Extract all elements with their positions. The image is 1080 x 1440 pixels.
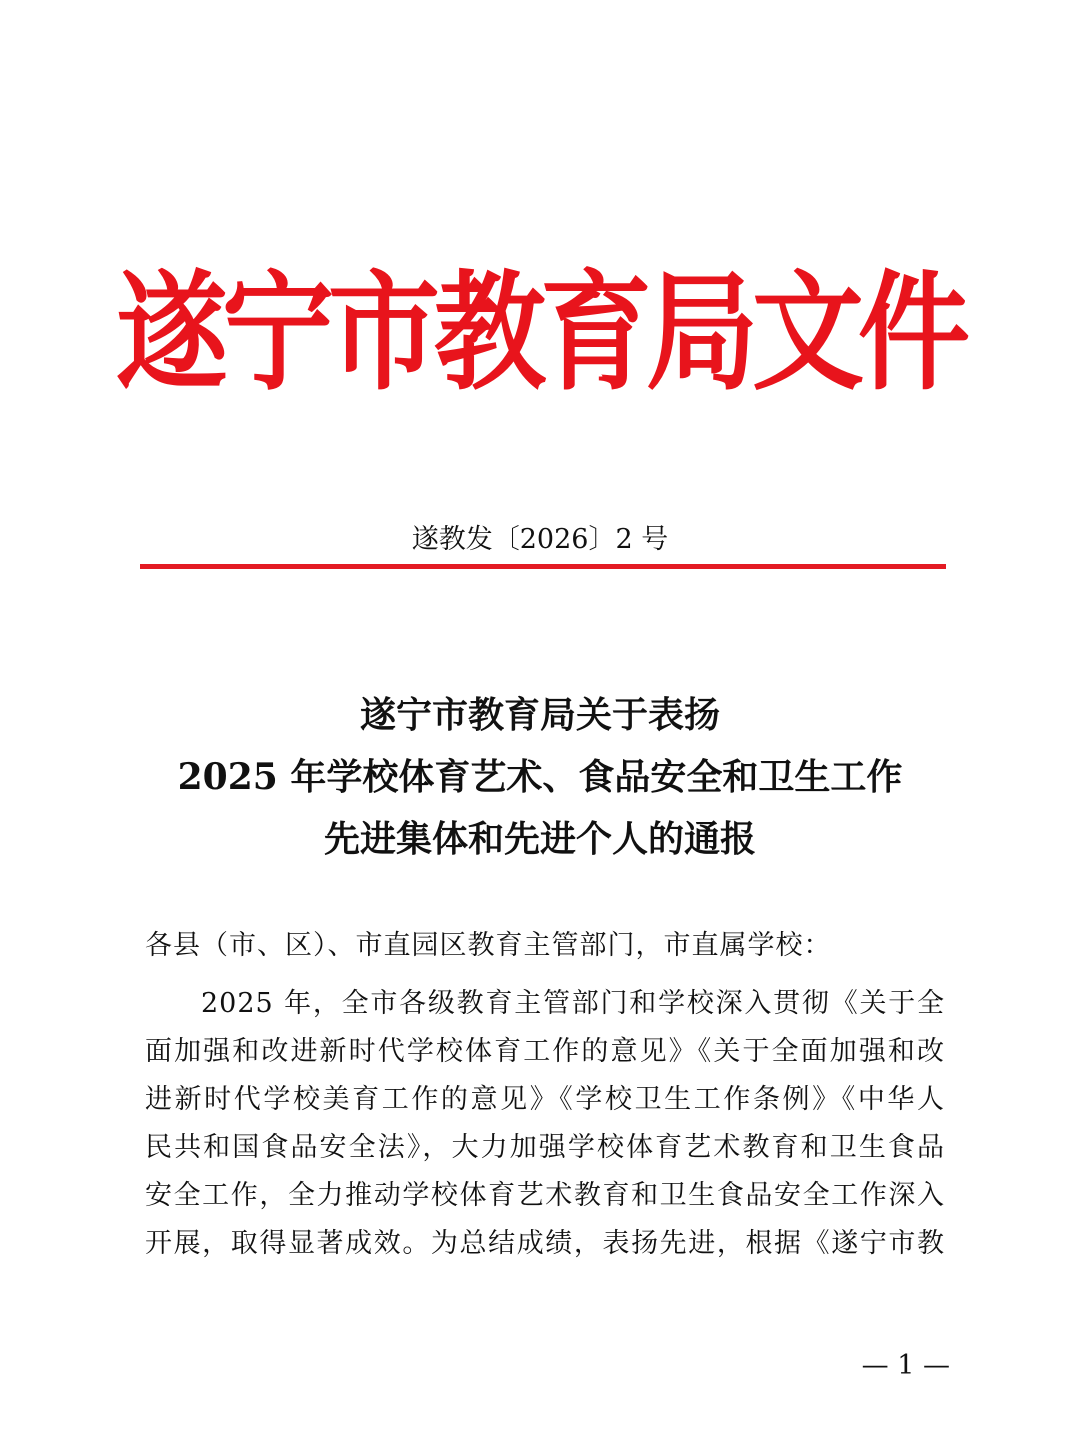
title-line: 遂宁市教育局关于表扬 [359, 694, 720, 736]
body-line: 安全工作，全力推动学校体育艺术教育和卫生食品安全工作深入 [145, 1180, 945, 1211]
salutation: 各县（市、区）、市直园区教育主管部门，市直属学校： [145, 930, 832, 961]
page-number: — 1 — [861, 1350, 950, 1381]
body-line: 民共和国食品安全法》，大力加强学校体育艺术教育和卫生食品 [145, 1132, 945, 1163]
body-line: 进新时代学校美育工作的意见》《学校卫生工作条例》《中华人 [145, 1084, 945, 1115]
document-number: 遂教发〔2026〕2 号 [411, 524, 669, 555]
issuer-heading: 遂宁市教育局文件 [116, 258, 964, 408]
body-line: 面加强和改进新时代学校体育工作的意见》《关于全面加强和改 [145, 1036, 945, 1067]
body-text [145, 980, 945, 1268]
document-title [0, 684, 1080, 870]
body-line: 2025 年，全市各级教育主管部门和学校深入贯彻《关于全 [201, 988, 945, 1019]
title-line: 2025 年学校体育艺术、食品安全和卫生工作 [177, 756, 903, 798]
red-divider-rule [140, 564, 946, 569]
title-line: 先进集体和先进个人的通报 [323, 818, 756, 860]
body-line: 开展，取得显著成效。为总结成绩，表扬先进，根据《遂宁市教 [145, 1228, 945, 1259]
